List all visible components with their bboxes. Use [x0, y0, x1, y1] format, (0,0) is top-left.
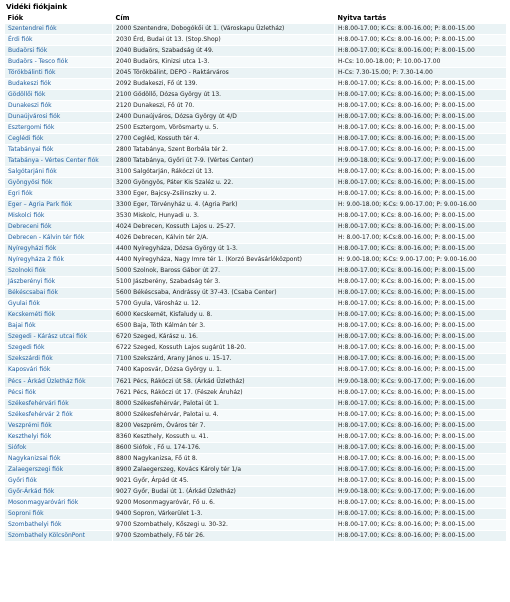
branch-opening-hours: H:8.00-17.00; K-Cs: 8.00-16.00; P: 8.00-15.00	[335, 101, 507, 112]
branch-opening-hours: H:8.00-17.00; K-Cs: 8.00-16.00; P: 8.00-15.00	[335, 453, 507, 464]
branch-name-link[interactable]: Gödöllői fiók	[5, 90, 113, 101]
branch-opening-hours: H:8.00-17.00; K-Cs: 8.00-16.00; P: 8.00-15.00	[335, 387, 507, 398]
branch-opening-hours: H:8.00-17.00; K-Cs: 8.00-16.00; P: 8.00-15.00	[335, 431, 507, 442]
table-row	[5, 222, 507, 233]
branch-address: 7621 Pécs, Rákóczi út 58. (Árkád Üzletház)	[113, 376, 335, 387]
branch-name-link[interactable]: Miskolci fiók	[5, 211, 113, 222]
branch-name-link[interactable]: Veszprémi fiók	[5, 420, 113, 431]
branch-address: 6720 Szeged, Kárász u. 16.	[113, 332, 335, 343]
branch-name-link[interactable]: Nyíregyháza 2 fiók	[5, 255, 113, 266]
table-row	[5, 310, 507, 321]
branch-address: 7400 Kaposvár, Dózsa György u. 1.	[113, 365, 335, 376]
branch-opening-hours: H: 8.00-17.00; K-Cs:8.00-16.00; P: 8.00-15.00	[335, 233, 507, 244]
table-row	[5, 387, 507, 398]
branch-name-link[interactable]: Ceglédi fiók	[5, 134, 113, 145]
branch-address: 2040 Budaörs, Kinizsi utca 1-3.	[113, 57, 335, 68]
table-row	[5, 134, 507, 145]
branch-address: 8600 Siófok , Fő u. 174-176.	[113, 442, 335, 453]
branch-address: 4400 Nyíregyháza, Dózsa György út 1-3.	[113, 244, 335, 255]
branch-address: 2800 Tatabánya, Győri út 7-9. (Vértes Center)	[113, 156, 335, 167]
branch-address: 2120 Dunakeszi, Fő út 70.	[113, 101, 335, 112]
branch-address: 8000 Székesfehérvár, Palotai út 1.	[113, 398, 335, 409]
table-row	[5, 530, 507, 541]
branch-name-link[interactable]: Esztergomi fiók	[5, 123, 113, 134]
branch-address: 9021 Győr, Árpád út 45.	[113, 475, 335, 486]
branch-opening-hours: H:8.00-17.00; K-Cs: 8.00-16.00; P: 8.00-15.00	[335, 24, 507, 35]
branch-address: 8900 Zalaegerszeg, Kovács Károly tér 1/a	[113, 464, 335, 475]
table-row	[5, 123, 507, 134]
table-row	[5, 442, 507, 453]
branch-name-link[interactable]: Gyulai fiók	[5, 299, 113, 310]
table-row	[5, 200, 507, 211]
branch-address: 5600 Békéscsaba, Andrássy út 37-43. (Csaba Center)	[113, 288, 335, 299]
branch-address: 2045 Törökbálint, DEPO - Raktárváros	[113, 68, 335, 79]
table-row	[5, 453, 507, 464]
branch-opening-hours: H: 9.00-18.00; K-Cs: 9.00-17.00; P: 9.00-16.00	[335, 255, 507, 266]
table-row	[5, 475, 507, 486]
branch-name-link[interactable]: Szentendrei fiók	[5, 24, 113, 35]
branch-address: 2030 Érd, Budai út 13. (Stop.Shop)	[113, 35, 335, 46]
branch-name-link[interactable]: Nagykanizsai fiók	[5, 453, 113, 464]
table-header-row	[5, 13, 507, 24]
branch-address: 8800 Nagykanizsa, Fő út 8.	[113, 453, 335, 464]
table-row	[5, 255, 507, 266]
table-row	[5, 486, 507, 497]
branch-name-link[interactable]: Mosonmagyaróvári fiók	[5, 497, 113, 508]
branch-opening-hours: H:9.00-18.00; K-Cs: 9.00-17.00; P: 9.00-16.00	[335, 486, 507, 497]
table-row	[5, 420, 507, 431]
table-row	[5, 211, 507, 222]
branch-name-link[interactable]: Budaörsi fiók	[5, 46, 113, 57]
branch-address: 9027 Győr, Budai út 1. (Árkád Üzletház)	[113, 486, 335, 497]
branch-address: 3200 Gyöngyös, Páter Kis Szaléz u. 22.	[113, 178, 335, 189]
branch-opening-hours: H:8.00-17.00; K-Cs: 8.00-16.00; P: 8.00-15.00	[335, 332, 507, 343]
branch-address: 9400 Sopron, Várkerület 1-3.	[113, 508, 335, 519]
branch-address: 6500 Baja, Tóth Kálmán tér 3.	[113, 321, 335, 332]
branch-opening-hours: H:8.00-17.00; K-Cs: 8.00-16.00; P: 8.00-15.00	[335, 519, 507, 530]
branch-opening-hours: H:8.00-17.00; K-Cs: 8.00-16.00; P: 8.00-15.00	[335, 134, 507, 145]
branch-opening-hours: H:8.00-17.00; K-Cs: 8.00-16.00; P: 8.00-15.00	[335, 464, 507, 475]
branch-address: 6722 Szeged, Kossuth Lajos sugárút 18-20.	[113, 343, 335, 354]
branch-opening-hours: H:8.00-17.00; K-Cs: 8.00-16.00; P: 8.00-15.00	[335, 277, 507, 288]
table-row	[5, 178, 507, 189]
section-title: Vidéki fiókjaink	[6, 2, 68, 11]
branch-name-link[interactable]: Szegedi fiók	[5, 343, 113, 354]
branch-opening-hours: H:8.00-17.00; K-Cs: 8.00-16.00; P: 8.00-15.00	[335, 442, 507, 453]
table-row	[5, 24, 507, 35]
branch-opening-hours: H-Cs: 7.30-15.00; P: 7.30-14.00	[335, 68, 507, 79]
table-row	[5, 156, 507, 167]
branch-name-link[interactable]: Zalaegerszegi fiók	[5, 464, 113, 475]
branch-address: 3530 Miskolc, Hunyadi u. 3.	[113, 211, 335, 222]
branch-opening-hours: H:8.00-17.00; K-Cs: 8.00-16.00; P: 8.00-15.00	[335, 266, 507, 277]
table-row	[5, 431, 507, 442]
branch-name-link[interactable]: Győri fiók	[5, 475, 113, 486]
branch-opening-hours: H:8.00-17.00; K-Cs: 8.00-16.00; P: 8.00-15.00	[335, 475, 507, 486]
branch-name-link[interactable]: Budaörs - Tesco fiók	[5, 57, 113, 68]
branch-name-link[interactable]: Szekszárdi fiók	[5, 354, 113, 365]
branch-name-link[interactable]: Eger – Agria Park fiók	[5, 200, 113, 211]
branch-name-link[interactable]: Székesfehérvári fiók	[5, 398, 113, 409]
table-row	[5, 35, 507, 46]
table-row	[5, 101, 507, 112]
table-row	[5, 299, 507, 310]
branch-address: 9700 Szombathely, Kőszegi u. 30-32.	[113, 519, 335, 530]
table-row	[5, 464, 507, 475]
branch-address: 2040 Budaörs, Szabadság út 49.	[113, 46, 335, 57]
branch-name-link[interactable]: Szolnoki fiók	[5, 266, 113, 277]
branch-name-link[interactable]: Törökbálinti fiók	[5, 68, 113, 79]
branch-name-link[interactable]: Tatabánya - Vértes Center fiók	[5, 156, 113, 167]
branch-opening-hours: H:8.00-17.00; K-Cs: 8.00-16.00; P: 8.00-15.00	[335, 112, 507, 123]
branch-name-link[interactable]: Dunaújvárosi fiók	[5, 112, 113, 123]
branch-address: 9700 Szombathely, Fő tér 26.	[113, 530, 335, 541]
table-row	[5, 112, 507, 123]
branch-name-link[interactable]: Egri fiók	[5, 189, 113, 200]
branch-opening-hours: H:9.00-18.00; K-Cs: 9.00-17.00; P: 9.00-16.00	[335, 376, 507, 387]
table-row	[5, 365, 507, 376]
branch-address: 8200 Veszprém, Óváros tér 7.	[113, 420, 335, 431]
branch-name-link[interactable]: Nyíregyházi fiók	[5, 244, 113, 255]
branch-opening-hours: H:8.00-17.00; K-Cs: 8.00-16.00; P: 8.00-15.00	[335, 530, 507, 541]
branch-opening-hours: H:8.00-17.00; K-Cs: 8.00-16.00; P: 8.00-15.00	[335, 35, 507, 46]
branch-opening-hours: H:8.00-17.00; K-Cs: 8.00-16.00; P: 8.00-15.00	[335, 299, 507, 310]
branch-name-link[interactable]: Székesfehérvár 2 fiók	[5, 409, 113, 420]
table-row	[5, 409, 507, 420]
branch-opening-hours: H:8.00-17.00; K-Cs: 8.00-16.00; P: 8.00-15.00	[335, 145, 507, 156]
branch-opening-hours: H:8.00-17.00; K-Cs: 8.00-16.00; P: 8.00-15.00	[335, 497, 507, 508]
branch-address: 2000 Szentendre, Dobogókői út 1. (Városkapu Üzletház)	[113, 24, 335, 35]
table-row	[5, 497, 507, 508]
table-row	[5, 398, 507, 409]
branch-address: 5000 Szolnok, Baross Gábor út 27.	[113, 266, 335, 277]
branch-name-link[interactable]: Debreceni fiók	[5, 222, 113, 233]
branch-address: 7100 Szekszárd, Arany János u. 15-17.	[113, 354, 335, 365]
branch-address: 3300 Eger, Bajcsy-Zsilinszky u. 2.	[113, 189, 335, 200]
branch-name-link[interactable]: Pécsi fiók	[5, 387, 113, 398]
branch-address: 6000 Kecskemét, Kisfaludy u. 8.	[113, 310, 335, 321]
branch-address: 4400 Nyíregyháza, Nagy Imre tér 1. (Korzó Bevásárlóközpont)	[113, 255, 335, 266]
branch-address: 4024 Debrecen, Kossuth Lajos u. 25-27.	[113, 222, 335, 233]
branch-name-link[interactable]: Debrecen - Kálvin tér fiók	[5, 233, 113, 244]
branch-address: 2500 Esztergom, Vörösmarty u. 5.	[113, 123, 335, 134]
column-header-name: Fiók	[7, 14, 24, 22]
table-row	[5, 167, 507, 178]
branch-name-link[interactable]: Tatabányai fiók	[5, 145, 113, 156]
column-header-address: Cím	[115, 14, 130, 22]
branch-name-link[interactable]: Gyöngyösi fiók	[5, 178, 113, 189]
branch-address: 2100 Gödöllő, Dózsa György út 13.	[113, 90, 335, 101]
table-row	[5, 321, 507, 332]
table-row	[5, 519, 507, 530]
branch-address: 4026 Debrecen, Kálvin tér 2/A.	[113, 233, 335, 244]
table-row	[5, 244, 507, 255]
table-row	[5, 68, 507, 79]
branch-name-link[interactable]: Szombathely KölcsönPont	[5, 530, 113, 541]
branch-name-link[interactable]: Érdi fiók	[5, 35, 113, 46]
branch-address: 5700 Gyula, Városház u. 12.	[113, 299, 335, 310]
branch-opening-hours: H:8.00-17.00; K-Cs: 8.00-16.00; P: 8.00-15.00	[335, 90, 507, 101]
branch-name-link[interactable]: Győr-Árkád fiók	[5, 486, 113, 497]
branch-address: 3100 Salgótarján, Rákóczi út 13.	[113, 167, 335, 178]
branch-address: 5100 Jászberény, Szabadság tér 3.	[113, 277, 335, 288]
table-row	[5, 277, 507, 288]
branch-address: 7621 Pécs, Rákóczi út 17. (Fészek Áruház)	[113, 387, 335, 398]
branch-name-link[interactable]: Szombathelyi fiók	[5, 519, 113, 530]
branch-address: 9200 Mosonmagyaróvár, Fő u. 6.	[113, 497, 335, 508]
branch-address: 2800 Tatabánya, Szent Borbála tér 2.	[113, 145, 335, 156]
branch-opening-hours: H:8.00-17.00; K-Cs: 8.00-16.00; P: 8.00-15.00	[335, 310, 507, 321]
table-row	[5, 266, 507, 277]
branch-opening-hours: H:8.00-17.00; K-Cs: 8.00-16.00; P: 8.00-15.00	[335, 508, 507, 519]
table-row	[5, 189, 507, 200]
branch-opening-hours: H:9.00-18.00; K-Cs: 9.00-17.00; P: 9.00-16.00	[335, 156, 507, 167]
branch-name-link[interactable]: Békéscsabai fiók	[5, 288, 113, 299]
branch-opening-hours: H:8.00-17.00; K-Cs: 8.00-16.00; P: 8.00-15.00	[335, 211, 507, 222]
table-row	[5, 46, 507, 57]
table-row	[5, 508, 507, 519]
branch-name-link[interactable]: Szegedi - Kárász utcai fiók	[5, 332, 113, 343]
table-row	[5, 332, 507, 343]
branch-opening-hours: H:8.00-17.00; K-Cs: 8.00-16.00; P: 8.00-15.00	[335, 420, 507, 431]
branch-name-link[interactable]: Dunakeszi fiók	[5, 101, 113, 112]
table-row	[5, 376, 507, 387]
branch-opening-hours: H:8.00-17.00; K-Cs: 8.00-16.00; P: 8.00-15.00	[335, 321, 507, 332]
branch-name-link[interactable]: Kecskeméti fiók	[5, 310, 113, 321]
branch-name-link[interactable]: Kaposvári fiók	[5, 365, 113, 376]
branch-name-link[interactable]: Siófok	[5, 442, 113, 453]
branch-opening-hours: H: 9.00-18.00; K-Cs: 9.00-17.00; P: 9.00-16.00	[335, 200, 507, 211]
table-row	[5, 79, 507, 90]
branch-opening-hours: H:8.00-17.00; K-Cs: 8.00-16.00; P: 8.00-15.00	[335, 222, 507, 233]
branch-name-link[interactable]: Bajai fiók	[5, 321, 113, 332]
table-row	[5, 354, 507, 365]
branch-address: 8000 Székesfehérvár, Palotai u. 4.	[113, 409, 335, 420]
branch-opening-hours: H:8.00-17.00; K-Cs: 8.00-16.00; P: 8.00-15.00	[335, 167, 507, 178]
branch-opening-hours: H:8.00-17.00; K-Cs: 8.00-16.00; P: 8.00-15.00	[335, 46, 507, 57]
table-row	[5, 288, 507, 299]
branch-opening-hours: H:8.00-17.00; K-Cs: 8.00-16.00; P: 8.00-15.00	[335, 244, 507, 255]
table-row	[5, 343, 507, 354]
table-row	[5, 233, 507, 244]
branch-address: 2400 Dunaújváros, Dózsa György út 4/D	[113, 112, 335, 123]
branch-table	[4, 13, 507, 542]
branch-name-link[interactable]: Salgótarjáni fiók	[5, 167, 113, 178]
column-header-hours: Nyitva tartás	[337, 14, 387, 22]
table-row	[5, 57, 507, 68]
branch-name-link[interactable]: Keszthelyi fiók	[5, 431, 113, 442]
branch-address: 8360 Keszthely, Kossuth u. 41.	[113, 431, 335, 442]
branch-opening-hours: H:8.00-17.00; K-Cs: 8.00-16.00; P: 8.00-15.00	[335, 365, 507, 376]
branch-opening-hours: H:8.00-17.00; K-Cs: 8.00-16.00; P: 8.00-15.00	[335, 288, 507, 299]
branch-opening-hours: H:8.00-17.00; K-Cs: 8.00-16.00; P: 8.00-15.00	[335, 79, 507, 90]
branch-address: 3300 Eger, Törvényház u. 4. (Agria Park)	[113, 200, 335, 211]
table-row	[5, 90, 507, 101]
table-row	[5, 145, 507, 156]
branch-opening-hours: H:8.00-17.00; K-Cs: 8.00-16.00; P: 8.00-15.00	[335, 189, 507, 200]
branch-opening-hours: H:8.00-17.00; K-Cs: 8.00-16.00; P: 8.00-15.00	[335, 178, 507, 189]
branch-address: 2700 Cegléd, Kossuth tér 4.	[113, 134, 335, 145]
branch-name-link[interactable]: Budakeszi fiók	[5, 79, 113, 90]
table-body	[5, 24, 507, 542]
branch-opening-hours: H:8.00-17.00; K-Cs: 8.00-16.00; P: 8.00-15.00	[335, 354, 507, 365]
branch-opening-hours: H:8.00-17.00; K-Cs: 8.00-16.00; P: 8.00-15.00	[335, 343, 507, 354]
branch-name-link[interactable]: Soproni fiók	[5, 508, 113, 519]
branch-opening-hours: H:8.00-17.00; K-Cs: 8.00-16.00; P: 8.00-15.00	[335, 123, 507, 134]
branch-name-link[interactable]: Jászberényi fiók	[5, 277, 113, 288]
branch-opening-hours: H-Cs: 10.00-18.00; P: 10.00-17.00	[335, 57, 507, 68]
branch-address: 2092 Budakeszi, Fő út 139.	[113, 79, 335, 90]
branch-opening-hours: H:8.00-17.00; K-Cs: 8.00-16.00; P: 8.00-15.00	[335, 409, 507, 420]
branch-opening-hours: H:8.00-17.00; K-Cs: 8.00-16.00; P: 8.00-15.00	[335, 398, 507, 409]
branch-name-link[interactable]: Pécs - Árkád Üzletház fiók	[5, 376, 113, 387]
